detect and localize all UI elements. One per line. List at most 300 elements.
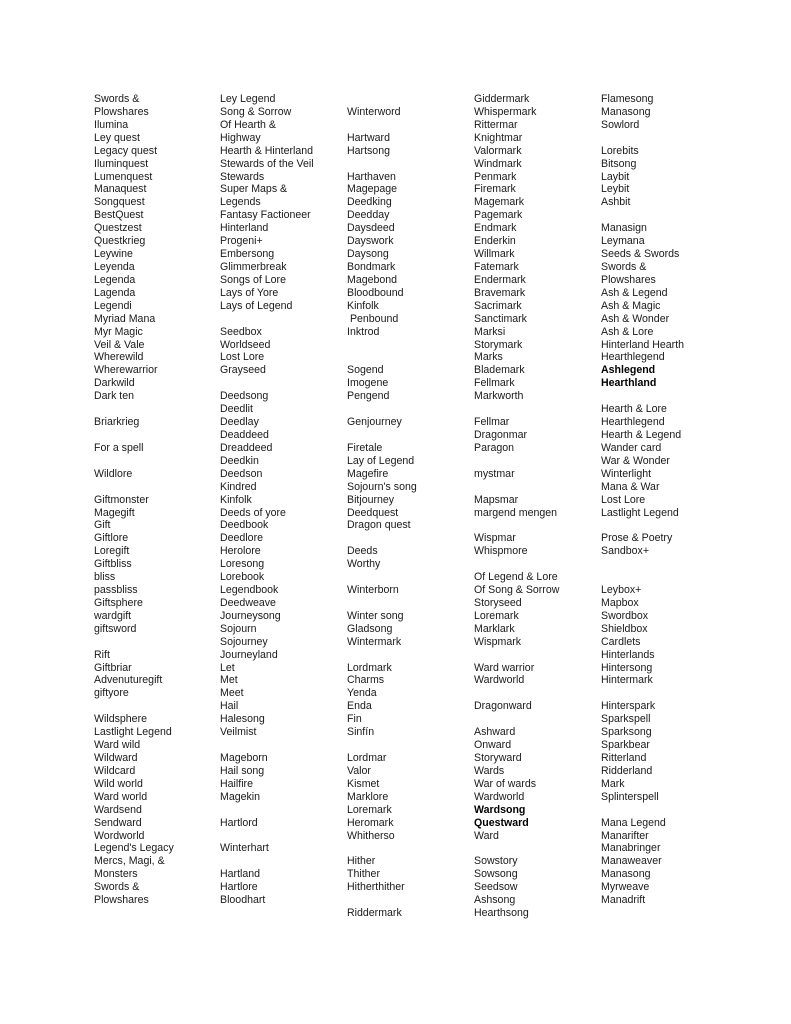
name-entry: Veil & Vale (94, 338, 145, 351)
name-entry: Meet (220, 687, 244, 700)
blank-line (474, 842, 559, 855)
name-entry: Lays of Legend (220, 299, 293, 312)
name-entry: Hinterland (220, 222, 269, 235)
name-entry: giftyore (94, 687, 129, 700)
name-entry: Worldseed (220, 338, 271, 351)
name-entry: Ridderland (601, 764, 653, 777)
name-entry: Rift (94, 648, 110, 661)
name-entry: Onward (474, 739, 512, 752)
name-entry: Leybox+ (601, 584, 642, 597)
name-entry: Ward wild (94, 739, 141, 752)
name-entry: Genjourney (347, 416, 402, 429)
name-entry: Yenda (347, 687, 377, 700)
blank-line (220, 804, 314, 817)
name-entry: War & Wonder (601, 454, 670, 467)
name-column-4 (474, 93, 559, 920)
name-entry: Whispermark (474, 105, 537, 118)
name-entry: Endermark (474, 273, 526, 286)
name-entry: Magefire (347, 467, 389, 480)
name-entry: Legendi (94, 299, 132, 312)
blank-line (94, 429, 174, 442)
name-entry: Deaddeed (220, 428, 269, 441)
name-entry: Manarifter (601, 829, 649, 842)
name-entry: Sowsong (474, 868, 518, 881)
name-entry: Deedweave (220, 596, 276, 609)
name-entry: Wintermark (347, 635, 402, 648)
name-entry: Loregift (94, 545, 130, 558)
name-entry: Magemark (474, 196, 525, 209)
name-entry: Darkwild (94, 377, 135, 390)
name-entry: Deedsong (220, 390, 269, 403)
blank-line (601, 132, 684, 145)
blank-line (347, 842, 417, 855)
name-entry: Embersong (220, 248, 275, 261)
name-entry: Penbound (347, 312, 399, 325)
name-entry: Marks (474, 351, 503, 364)
name-entry: Marklore (347, 790, 389, 803)
blank-line (347, 894, 417, 907)
name-entry: Enda (347, 700, 372, 713)
name-entry: Journeysong (220, 609, 281, 622)
name-entry: Stewards of the Veil (220, 157, 314, 170)
blank-line (347, 429, 417, 442)
name-entry: Seeds & Swords (601, 248, 680, 261)
name-entry: Deedday (347, 209, 390, 222)
name-entry: Endmark (474, 222, 517, 235)
name-entry: Lays of Yore (220, 286, 279, 299)
name-entry: Legenda (94, 273, 136, 286)
name-entry: Firetale (347, 441, 383, 454)
blank-line (94, 403, 174, 416)
name-entry: Fellmark (474, 377, 515, 390)
name-entry: Pagemark (474, 209, 523, 222)
name-entry: Of Hearth & (220, 118, 276, 131)
name-entry: Worthy (347, 558, 381, 571)
name-entry: Mapsmar (474, 493, 519, 506)
name-entry: Hailfire (220, 777, 253, 790)
name-entry: Songs of Lore (220, 273, 286, 286)
name-entry: Imogene (347, 377, 389, 390)
name-entry: Ward warrior (474, 661, 535, 674)
name-entry: Swords & (94, 93, 140, 105)
name-entry: Sojourn (220, 622, 257, 635)
name-entry: Advenuturegift (94, 674, 163, 687)
name-entry: Ilumina (94, 118, 129, 131)
name-entry: Winter song (347, 609, 404, 622)
name-column-3 (347, 93, 417, 920)
blank-line (474, 687, 559, 700)
name-entry: Blademark (474, 364, 525, 377)
name-entry: Fellmar (474, 416, 510, 429)
name-entry: Sendward (94, 816, 142, 829)
name-entry: Deedbook (220, 519, 269, 532)
name-entry: Swords & (94, 881, 140, 894)
name-entry: Hearthlegend (601, 416, 665, 429)
name-entry: Wild world (94, 777, 143, 790)
name-entry: Deedlit (220, 403, 253, 416)
name-entry: Loremark (474, 609, 519, 622)
blank-line (347, 339, 417, 352)
name-entry: Dark ten (94, 390, 135, 403)
name-entry: Wander card (601, 441, 662, 454)
name-entry: Splinterspell (601, 790, 659, 803)
name-entry: Sandbox+ (601, 545, 650, 558)
name-entry: Bitjourney (347, 493, 395, 506)
name-entry: Storyseed (474, 596, 522, 609)
name-column-2 (220, 93, 314, 907)
name-entry: Mana Legend (601, 816, 666, 829)
name-entry: Winterlight (601, 467, 652, 480)
name-entry: Wildsphere (94, 713, 147, 726)
name-entry: Leywine (94, 248, 133, 261)
name-entry: Enderkin (474, 235, 516, 248)
blank-line (220, 830, 314, 843)
name-entry: Harthaven (347, 170, 396, 183)
name-entry: Wards (474, 764, 505, 777)
name-entry: Leyenda (94, 260, 135, 273)
name-entry: Rittermar (474, 118, 518, 131)
name-entry: Hartlore (220, 881, 258, 894)
name-entry: Lordmar (347, 752, 387, 765)
name-entry: Ashbit (601, 196, 631, 209)
name-entry: Progeni+ (220, 235, 263, 248)
name-entry: Hail (220, 700, 239, 713)
name-entry: Ley quest (94, 131, 140, 144)
name-entry: Sogend (347, 364, 384, 377)
name-entry: Sparkspell (601, 713, 651, 726)
name-entry: Lorebits (601, 144, 639, 157)
name-entry: Lagenda (94, 286, 136, 299)
name-entry: Sparkbear (601, 739, 650, 752)
name-entry: Monsters (94, 868, 138, 881)
name-entry: Lastlight Legend (601, 506, 679, 519)
name-entry: Bloodbound (347, 286, 404, 299)
name-entry: Markworth (474, 390, 524, 403)
name-entry: Questkrieg (94, 235, 146, 248)
name-entry-bold: Wardsong (474, 803, 526, 816)
name-entry: Giftmonster (94, 493, 149, 506)
name-entry: Kindred (220, 480, 257, 493)
name-entry: Wildward (94, 752, 138, 765)
name-entry: Hearth & Legend (601, 428, 682, 441)
name-entry: Highway (220, 131, 261, 144)
name-entry: Storymark (474, 338, 523, 351)
blank-line (94, 481, 174, 494)
blank-line (347, 532, 417, 545)
name-entry: Hintermark (601, 674, 653, 687)
name-entry: Winterhart (220, 842, 269, 855)
name-entry: Valormark (474, 144, 522, 157)
name-entry: Manadrift (601, 894, 646, 907)
name-entry: Inktrod (347, 325, 380, 338)
name-entry: Deeds of yore (220, 506, 286, 519)
name-entry: Lordmark (347, 661, 392, 674)
name-entry: Riddermark (347, 907, 402, 920)
name-entry: Magegift (94, 506, 135, 519)
name-entry: Wildcard (94, 764, 136, 777)
name-entry: Ashsong (474, 894, 516, 907)
name-entry: Hitherthither (347, 881, 405, 894)
name-entry: Kismet (347, 777, 380, 790)
name-entry: Fantasy Factioneer (220, 209, 311, 222)
blank-line (347, 158, 417, 171)
name-entry: Song & Sorrow (220, 105, 292, 118)
name-entry: Hither (347, 855, 376, 868)
name-entry: Plowshares (94, 894, 149, 907)
name-entry: Hearthsong (474, 907, 529, 920)
name-entry: Glimmerbreak (220, 260, 287, 273)
name-entry: bliss (94, 571, 116, 584)
blank-line (220, 739, 314, 752)
name-entry: Manasong (601, 105, 651, 118)
name-entry: Bravemark (474, 286, 526, 299)
name-entry: Legendbook (220, 584, 279, 597)
name-entry: mystmar (474, 467, 515, 480)
name-entry: Valor (347, 764, 371, 777)
name-entry: Dragonmar (474, 428, 527, 441)
name-entry: Fatemark (474, 260, 519, 273)
blank-line (601, 558, 684, 571)
name-entry: Lastlight Legend (94, 726, 172, 739)
name-entry: Wardsend (94, 803, 142, 816)
name-entry: Windmark (474, 157, 522, 170)
name-entry: Marksi (474, 325, 506, 338)
name-entry: Pengend (347, 390, 390, 403)
blank-line (347, 119, 417, 132)
name-entry: Bitsong (601, 157, 637, 170)
name-entry-bold: Questward (474, 816, 529, 829)
name-entry: Giftbliss (94, 558, 132, 571)
name-entry: Dragon quest (347, 519, 411, 532)
blank-line (601, 571, 684, 584)
name-entry: Ashward (474, 726, 516, 739)
name-entry: Mageborn (220, 752, 268, 765)
name-entry: Kinfolk (347, 299, 379, 312)
blank-line (220, 313, 314, 326)
blank-line (220, 855, 314, 868)
name-entry: Loresong (220, 558, 265, 571)
blank-line (347, 93, 417, 106)
blank-line (474, 455, 559, 468)
name-entry: Fin (347, 713, 362, 726)
name-entry: Charms (347, 674, 385, 687)
name-entry: Ritterland (601, 752, 647, 765)
blank-line (474, 519, 559, 532)
name-entry: Super Maps & (220, 183, 288, 196)
name-entry: Sojourney (220, 635, 268, 648)
name-entry: Sacrimark (474, 299, 522, 312)
name-entry: Ley Legend (220, 93, 276, 105)
name-entry: Mana & War (601, 480, 660, 493)
name-entry: Daysong (347, 248, 389, 261)
name-entry: Laybit (601, 170, 630, 183)
name-entry: Of Song & Sorrow (474, 584, 560, 597)
name-entry: Thither (347, 868, 380, 881)
name-entry: passbliss (94, 584, 138, 597)
name-entry: Deeds (347, 545, 378, 558)
name-entry: Wordworld (94, 829, 145, 842)
name-entry: Myrweave (601, 881, 650, 894)
name-entry: Hearth & Lore (601, 403, 667, 416)
name-entry: Whitherso (347, 829, 395, 842)
name-entry: Dragonward (474, 700, 532, 713)
name-entry: Hearth & Hinterland (220, 144, 314, 157)
name-entry: War of wards (474, 777, 537, 790)
name-entry: Loremark (347, 803, 392, 816)
name-entry: Bondmark (347, 260, 396, 273)
name-entry: Manabringer (601, 842, 661, 855)
name-entry: Bloodhart (220, 894, 266, 907)
name-entry: Plowshares (94, 105, 149, 118)
name-entry: Sowstory (474, 855, 518, 868)
name-entry: Wherewarrior (94, 364, 158, 377)
name-entry: Iluminquest (94, 157, 149, 170)
blank-line (474, 403, 559, 416)
name-entry-bold: Ashlegend (601, 364, 656, 377)
name-entry: Of Legend & Lore (474, 571, 558, 584)
name-entry: Firemark (474, 183, 516, 196)
blank-line (220, 377, 314, 390)
name-entry: Shieldbox (601, 622, 648, 635)
name-entry: Plowshares (601, 273, 656, 286)
name-entry: Myriad Mana (94, 312, 156, 325)
name-entry: Sojourn's song (347, 480, 417, 493)
blank-line (601, 687, 684, 700)
name-entry: Journeyland (220, 648, 278, 661)
blank-line (94, 455, 174, 468)
name-entry: Magebond (347, 273, 398, 286)
name-entry: Hartsong (347, 144, 390, 157)
name-entry: Hearthlegend (601, 351, 665, 364)
name-entry: Giftbriar (94, 661, 132, 674)
name-entry: Met (220, 674, 238, 687)
name-entry: Kinfolk (220, 493, 252, 506)
name-entry: Prose & Poetry (601, 532, 673, 545)
name-entry: Ash & Wonder (601, 312, 670, 325)
name-entry: Manaquest (94, 183, 147, 196)
name-entry: Halesong (220, 713, 265, 726)
name-entry: Giftlore (94, 532, 129, 545)
name-entry: Mercs, Magi, & (94, 855, 165, 868)
name-entry: Manaweaver (601, 855, 662, 868)
blank-line (347, 571, 417, 584)
name-entry: Dreaddeed (220, 441, 273, 454)
name-entry: Marklark (474, 622, 515, 635)
name-entry: Grayseed (220, 364, 266, 377)
name-entry: Hinterspark (601, 700, 656, 713)
name-entry: Hartland (220, 868, 261, 881)
name-entry: Hartward (347, 131, 390, 144)
name-entry: Ash & Legend (601, 286, 668, 299)
name-entry: Winterborn (347, 584, 399, 597)
name-entry: Legend's Legacy (94, 842, 174, 855)
name-entry: Hail song (220, 764, 265, 777)
name-entry: Deedquest (347, 506, 399, 519)
name-entry: Deedkin (220, 454, 259, 467)
name-entry: Lorebook (220, 571, 265, 584)
name-entry: Deedking (347, 196, 392, 209)
name-column-5 (601, 93, 684, 907)
name-entry: Winterword (347, 105, 401, 118)
name-entry: Hintersong (601, 661, 653, 674)
name-entry: Gift (94, 519, 111, 532)
name-entry: Wildlore (94, 467, 133, 480)
name-entry: Dayswork (347, 235, 394, 248)
name-entry: giftsword (94, 622, 137, 635)
blank-line (474, 558, 559, 571)
name-entry: Ward world (94, 790, 148, 803)
name-entry: Willmark (474, 248, 515, 261)
name-entry: Magekin (220, 790, 261, 803)
name-entry: Knightmar (474, 131, 523, 144)
blank-line (601, 804, 684, 817)
name-entry: For a spell (94, 441, 144, 454)
name-entry-bold: Hearthland (601, 377, 657, 390)
name-entry: Deedlay (220, 416, 259, 429)
name-entry: Stewards (220, 170, 265, 183)
blank-line (601, 519, 684, 532)
name-entry: Lay of Legend (347, 454, 415, 467)
name-entry: Swords & (601, 260, 647, 273)
name-entry: Seedbox (220, 325, 262, 338)
name-entry: Wispmark (474, 635, 522, 648)
name-entry: Legends (220, 196, 261, 209)
name-entry: Cardlets (601, 635, 641, 648)
name-entry: Questzest (94, 222, 142, 235)
name-entry: Briarkrieg (94, 416, 140, 429)
name-entry: Let (220, 661, 235, 674)
name-entry: Ash & Lore (601, 325, 654, 338)
name-entry: Flamesong (601, 93, 654, 105)
name-entry: Manasign (601, 222, 647, 235)
name-entry: Lost Lore (220, 351, 265, 364)
name-entry: Wardworld (474, 674, 525, 687)
name-entry: Herolore (220, 545, 261, 558)
name-entry: Ash & Magic (601, 299, 661, 312)
name-entry: Wardworld (474, 790, 525, 803)
blank-line (347, 351, 417, 364)
name-entry: wardgift (94, 609, 132, 622)
name-entry: Gladsong (347, 622, 393, 635)
name-entry: Hartlord (220, 816, 258, 829)
name-entry: Deedlore (220, 532, 263, 545)
name-column-1 (94, 93, 174, 907)
name-entry: Myr Magic (94, 325, 143, 338)
name-entry: Daysdeed (347, 222, 395, 235)
name-entry: Giftsphere (94, 596, 143, 609)
blank-line (347, 649, 417, 662)
name-entry: Storyward (474, 752, 522, 765)
name-entry: Sparksong (601, 726, 652, 739)
name-entry: Sanctimark (474, 312, 527, 325)
blank-line (347, 403, 417, 416)
name-entry: Giddermark (474, 93, 530, 105)
name-entry: Manasong (601, 868, 651, 881)
name-entry: Swordbox (601, 609, 649, 622)
name-entry: Songquest (94, 196, 145, 209)
name-entry: Ward (474, 829, 499, 842)
blank-line (347, 597, 417, 610)
blank-line (94, 636, 174, 649)
blank-line (601, 209, 684, 222)
blank-line (601, 390, 684, 403)
name-entry: Legacy quest (94, 144, 158, 157)
name-entry: Sowlord (601, 118, 640, 131)
name-entry: Hinterlands (601, 648, 655, 661)
name-entry: Deedson (220, 467, 263, 480)
name-entry: Whispmore (474, 545, 528, 558)
name-entry: Lost Lore (601, 493, 646, 506)
